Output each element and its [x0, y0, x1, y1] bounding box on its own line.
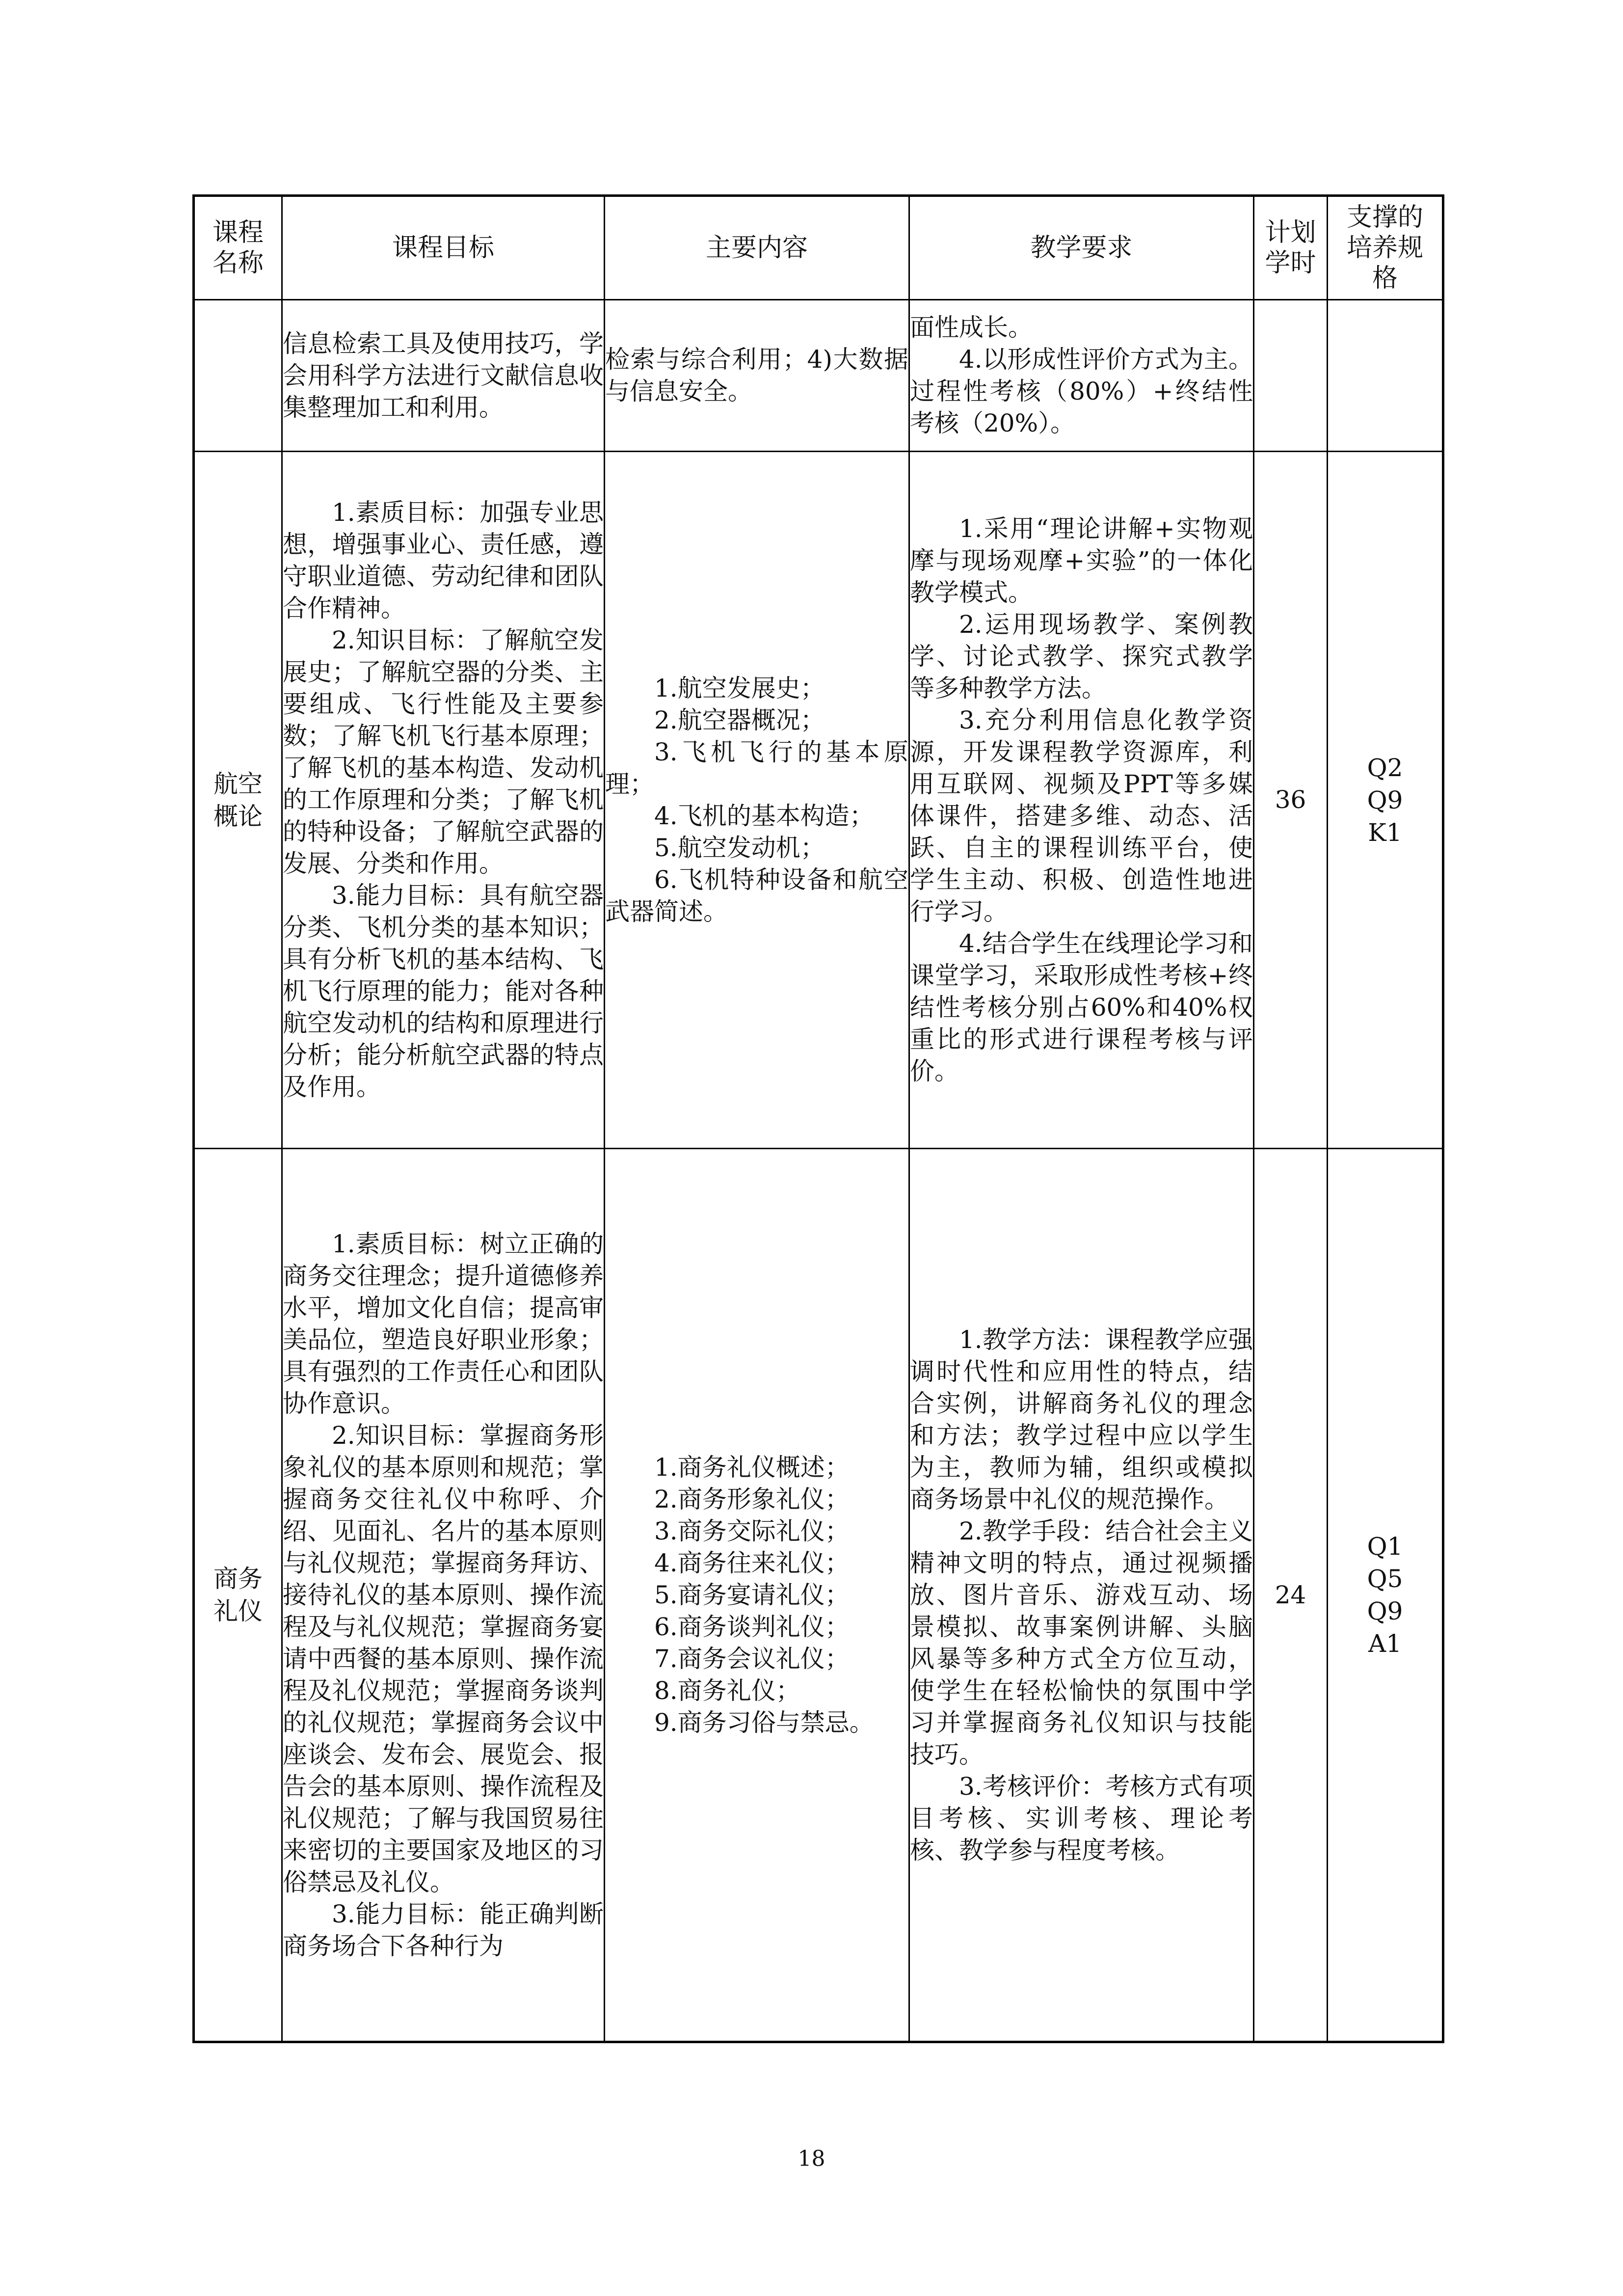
course-goal-item: 1.素质目标：加强专业思想，增强事业心、责任感，遵守职业道德、劳动纪律和团队合作精神。	[283, 498, 604, 622]
main-content-item: 2.航空器概况；	[654, 705, 825, 734]
header-teaching-requirements: 教学要求	[909, 196, 1254, 300]
main-content-item: 2.商务形象礼仪；	[654, 1485, 850, 1513]
course-name-cell	[194, 300, 282, 452]
header-main-content: 主要内容	[605, 196, 909, 300]
teaching-requirement-item: 4.结合学生在线理论学习和课堂学习，采取形成性考核+终结性考核分别占60%和40%权重比的形式进行课程考核与评价。	[910, 929, 1253, 1085]
teaching-requirement-item: 3.充分利用信息化教学资源，开发课程教学资源库，利用互联网、视频及PPT等多媒体课件，搭建多维、动态、活跃、自主的课程训练平台，使学生主动、积极、创造性地进行学习。	[910, 705, 1253, 926]
main-content-item: 3.商务交际礼仪；	[654, 1516, 850, 1545]
main-content-item: 3.飞机飞行的基本原理；	[605, 737, 908, 798]
table-row	[194, 300, 1443, 452]
teaching-requirement-item: 1.教学方法：课程教学应强调时代性和应用性的特点，结合实例，讲解商务礼仪的理念和方法；教学过程中应以学生为主，教师为辅，组织或模拟商务场景中礼仪的规范操作。	[910, 1325, 1253, 1513]
course-goal-text: 信息检索工具及使用技巧，学会用科学方法进行文献信息收集整理加工和利用。	[283, 329, 604, 422]
course-goal-item: 2.知识目标：掌握商务形象礼仪的基本原则和规范；掌握商务交往礼仪中称呼、介绍、见面礼、名片的基本原则与礼仪规范；掌握商务拜访、接待礼仪的基本原则、操作流程及与礼仪规范；掌握商务宴请中西餐的基本原则、操作流程及礼仪规范；掌握商务谈判的礼仪规范；掌握商务会议中座谈会、发布会、展览会、报告会的基本原则、操作流程及礼仪规范；了解与我国贸易往来密切的主要国家及地区的习俗禁忌及礼仪。	[283, 1421, 604, 1896]
supported-specs-cell	[1328, 300, 1443, 452]
course-goal-item: 3.能力目标：具有航空器分类、飞机分类的基本知识；具有分析飞机的基本结构、飞机飞行原理的能力；能对各种航空发动机的结构和原理进行分析；能分析航空武器的特点及作用。	[283, 881, 604, 1101]
main-content-cell	[605, 1149, 909, 2042]
main-content-text: 检索与综合利用；4)大数据与信息安全。	[605, 345, 908, 405]
teaching-requirements-cell	[909, 300, 1254, 452]
main-content-item: 1.商务礼仪概述；	[654, 1453, 850, 1482]
main-content-item: 5.商务宴请礼仪；	[654, 1580, 850, 1609]
supported-specs-cell: Q2 Q9 K1	[1328, 452, 1443, 1149]
teaching-requirements-cell	[909, 1149, 1254, 2042]
header-course-goal: 课程目标	[282, 196, 605, 300]
teaching-requirement-item: 面性成长。	[910, 313, 1033, 342]
planned-hours-cell: 24	[1254, 1149, 1328, 2042]
course-goal-cell	[282, 452, 605, 1149]
supported-specs-cell: Q1 Q5 Q9 A1	[1328, 1149, 1443, 2042]
teaching-requirement-item: 1.采用“理论讲解+实物观摩与现场观摩+实验”的一体化教学模式。	[910, 514, 1253, 607]
curriculum-table	[192, 194, 1444, 2043]
header-supported-specs: 支撑的 培养规 格	[1328, 196, 1443, 300]
teaching-requirement-item: 3.考核评价：考核方式有项目考核、实训考核、理论考核、教学参与程度考核。	[910, 1772, 1253, 1864]
course-goal-item: 1.素质目标：树立正确的商务交往理念；提升道德修养水平，增加文化自信；提高审美品位，塑造良好职业形象；具有强烈的工作责任心和团队协作意识。	[283, 1229, 604, 1418]
teaching-requirement-item: 2.运用现场教学、案例教学、讨论式教学、探究式教学等多种教学方法。	[910, 610, 1253, 702]
course-goal-cell	[282, 1149, 605, 2042]
teaching-requirements-cell	[909, 452, 1254, 1149]
teaching-requirement-item: 4.以形成性评价方式为主。过程性考核（80%）+终结性考核（20%）。	[910, 345, 1253, 437]
course-goal-cell	[282, 300, 605, 452]
main-content-item: 1.航空发展史；	[654, 674, 825, 702]
main-content-item: 7.商务会议礼仪；	[654, 1644, 850, 1673]
table-row	[194, 452, 1443, 1149]
course-goal-item: 3.能力目标：能正确判断商务场合下各种行为	[283, 1899, 604, 1960]
course-name-cell: 航空 概论	[194, 452, 282, 1149]
main-content-item: 9.商务习俗与禁忌。	[654, 1708, 874, 1737]
main-content-cell	[605, 300, 909, 452]
main-content-item: 4.飞机的基本构造；	[654, 801, 874, 830]
main-content-item: 6.商务谈判礼仪；	[654, 1612, 850, 1641]
main-content-cell	[605, 452, 909, 1149]
header-course-name: 课程 名称	[194, 196, 282, 300]
course-goal-item: 2.知识目标：了解航空发展史；了解航空器的分类、主要组成、飞行性能及主要参数；了解飞机飞行基本原理；了解飞机的基本构造、发动机的工作原理和分类；了解飞机的特种设备；了解航空武器的发展、分类和作用。	[283, 626, 604, 878]
planned-hours-cell: 36	[1254, 452, 1328, 1149]
table-header-row	[194, 196, 1443, 300]
header-planned-hours: 计划 学时	[1254, 196, 1328, 300]
main-content-item: 8.商务礼仪；	[654, 1676, 800, 1705]
main-content-item: 5.航空发动机；	[654, 833, 825, 862]
table-row	[194, 1149, 1443, 2042]
course-name-cell: 商务 礼仪	[194, 1149, 282, 2042]
page-number: 18	[798, 2146, 825, 2171]
main-content-item: 6.飞机特种设备和航空武器简述。	[605, 865, 908, 926]
main-content-item: 4.商务往来礼仪；	[654, 1548, 850, 1577]
planned-hours-cell	[1254, 300, 1328, 452]
teaching-requirement-item: 2.教学手段：结合社会主义精神文明的特点，通过视频播放、图片音乐、游戏互动、场景模拟、故事案例讲解、头脑风暴等多种方式全方位互动，使学生在轻松愉快的氛围中学习并掌握商务礼仪知识与技能技巧。	[910, 1516, 1253, 1769]
